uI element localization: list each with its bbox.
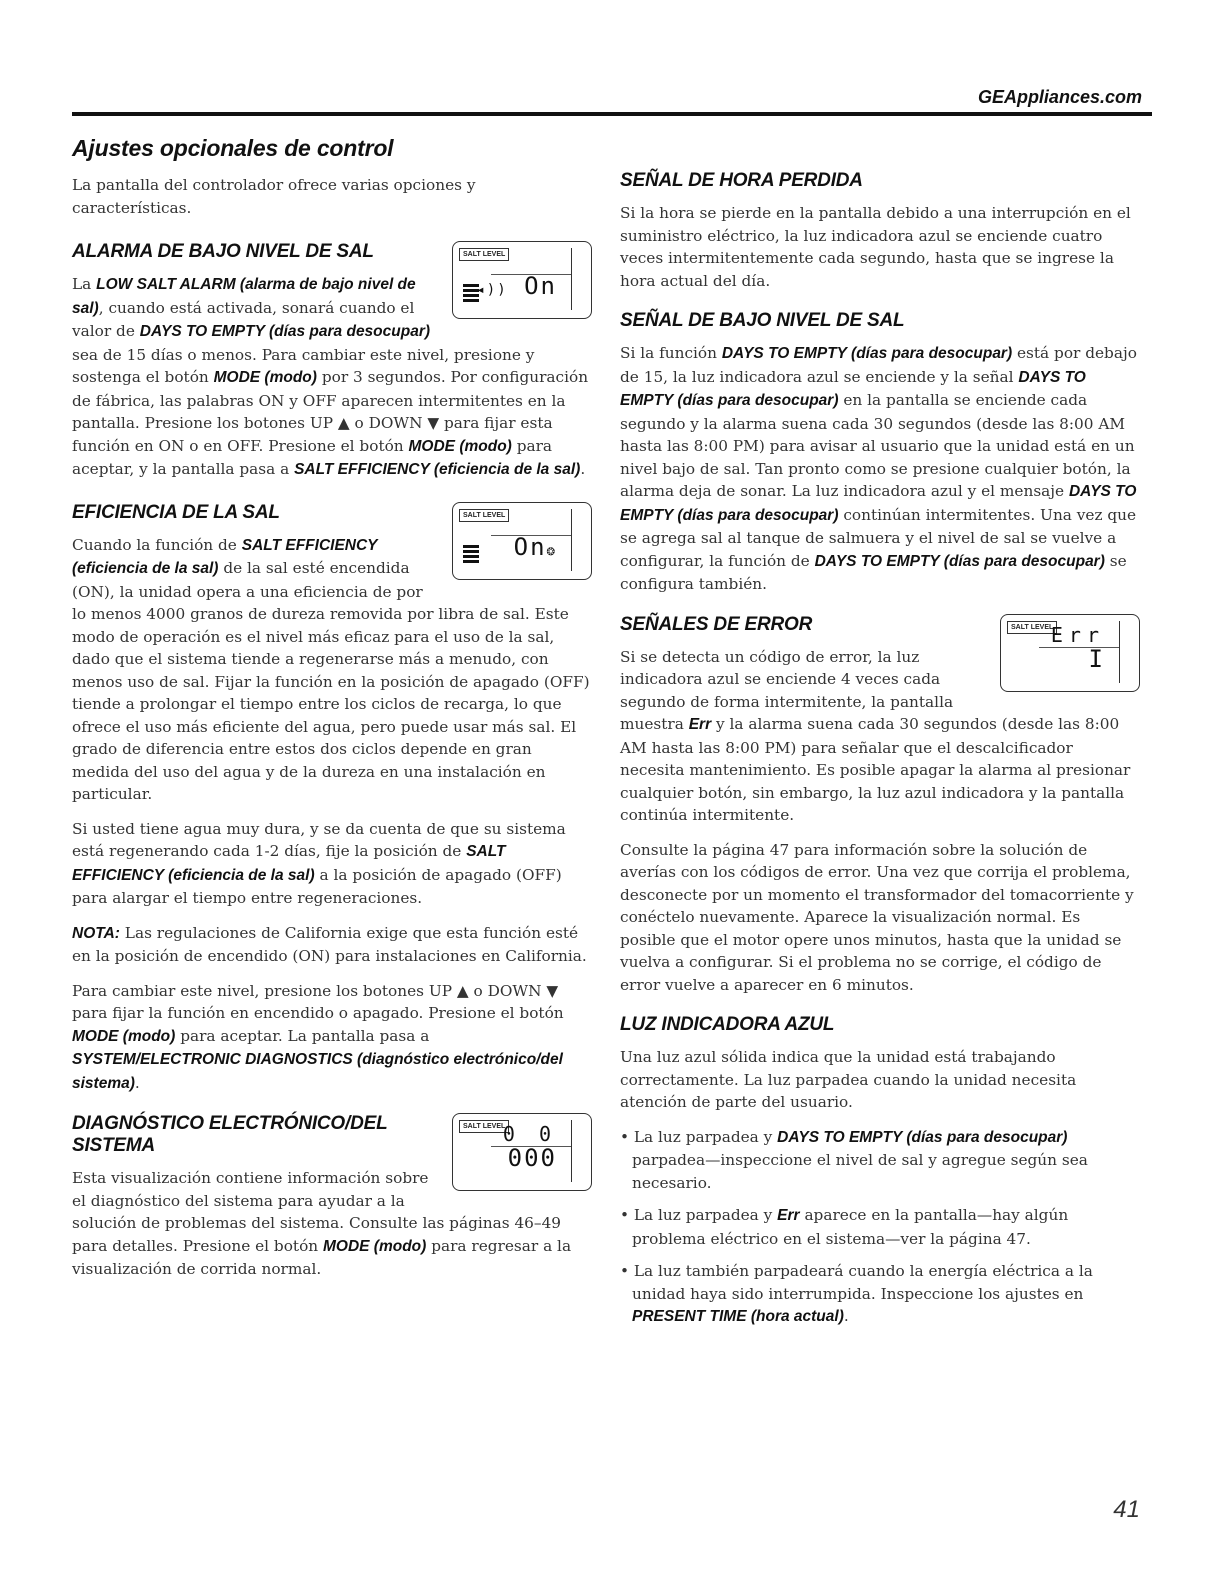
lcd-readout: On❂ bbox=[513, 532, 557, 561]
section-heading: EFICIENCIA DE LA SAL bbox=[72, 501, 280, 523]
list-item: • La luz parpadea y DAYS TO EMPTY (días para desocupar) parpadea—inspeccione el nivel de sal y agregue según sea necesario. bbox=[620, 1127, 1088, 1192]
site-url: GEAppliances.com bbox=[977, 87, 1142, 107]
lcd-display-error bbox=[1000, 614, 1140, 692]
speaker-icon: ◂)) bbox=[476, 282, 508, 298]
section-blue-light bbox=[620, 1014, 1140, 1329]
salt-level-label: SALT LEVEL bbox=[1007, 621, 1057, 634]
salt-level-label: SALT LEVEL bbox=[459, 509, 509, 522]
section-text: Esta visualización contiene información sobre el diagnóstico del sistema para ayudar a la solución de problemas del sistema. Consulte las páginas 46–49 para detalles. Presione el botón MODE (modo) para regresar a la visualización de corrida normal. bbox=[72, 1169, 572, 1278]
list-item: • La luz también parpadeará cuando la energía eléctrica a la unidad haya sido interrumpida. Inspeccione los ajustes en PRESENT TIME (hora actual). bbox=[620, 1262, 1093, 1325]
lcd-display-alarm bbox=[452, 241, 592, 319]
bullet-list bbox=[620, 1126, 1140, 1329]
intro-text: La pantalla del controlador ofrece varias opciones y características. bbox=[72, 176, 476, 217]
section-heading: ALARMA DE BAJO NIVEL DE SAL bbox=[72, 241, 374, 262]
lcd-readout: I bbox=[1088, 644, 1105, 673]
page-number: 41 bbox=[1113, 1496, 1140, 1523]
section-text: Consulte la página 47 para información sobre la solución de averías con los códigos de error. Una vez que corrija el problema, desconecte por un momento el transformador del tomacorriente y conéctelo nuevamente. Aparece la visualización normal. Es posible que el motor opere unos minutos, hasta que la unidad se vuelva a configurar. Si el problema no se corrige, el código de error vuelve a aparecer en 6 minutos. bbox=[620, 840, 1134, 994]
lcd-display-efficiency bbox=[452, 502, 592, 580]
salt-bars-icon bbox=[463, 543, 479, 563]
section-text: Si la función DAYS TO EMPTY (días para desocupar) está por debajo de 15, la luz indicadora azul se enciende y la señal DAYS TO EMPTY (días para desocupar) en la pantalla se enciende cada segundo y la alarma suena cada 30 segundos (desde las 8:00 AM hasta las 8:00 PM) para avisar al usuario que la unidad está en un nivel bajo de sal. Tan pronto como se presione cualquier botón, la alarma deja de sonar. La luz indicadora azul y el mensaje DAYS TO EMPTY (días para desocupar) continúan intermitentes. Una vez que se agrega sal al tanque de salmuera y el nivel de sal se vuelve a configurar, la función de DAYS TO EMPTY (días para desocupar) se configura también. bbox=[620, 344, 1137, 593]
section-text: Si usted tiene agua muy dura, y se da cuenta de que su sistema está regenerando cada 1-2 días, fije la posición de SALT EFFICIENCY (eficiencia de la sal) a la posición de apagado (OFF) para alargar el tiempo entre regeneraciones. bbox=[72, 819, 566, 907]
section-heading: LUZ INDICADORA AZUL bbox=[620, 1014, 835, 1035]
note-text: NOTA: Las regulaciones de California exige que esta función esté en la posición de encendido (ON) para instalaciones en California. bbox=[72, 923, 587, 965]
section-text: Cuando la función de SALT EFFICIENCY (eficiencia de la sal) de la sal esté encendida (ON), la unidad opera a una eficiencia de por lo menos 4000 granos de dureza removida por libra de sal. Este modo de operación es el nivel más eficaz para el uso de la sal, dado que el sistema tiende a regenerarse más a menudo, con menos uso de sal. Fijar la función en la posición de apagado (OFF) tiende a prolongar el tiempo entre los ciclos de recarga, lo que ofrece el uso más eficiente del agua, pero puede usar más sal. El grado de diferencia entre estos dos ciclos depende en gran medida del uso del agua y de la dureza en una instalación en particular. bbox=[72, 535, 590, 803]
lcd-readout: ◂)) On bbox=[476, 272, 557, 300]
section-heading: SEÑAL DE BAJO NIVEL DE SAL bbox=[620, 310, 905, 331]
lcd-top-readout: Err bbox=[1050, 622, 1105, 647]
list-item: • La luz parpadea y Err aparece en la pantalla—hay algún problema eléctrico en el sistema—ver la página 47. bbox=[620, 1206, 1069, 1248]
section-text: Para cambiar este nivel, presione los botones UP ▲ o DOWN ▼ para fijar la función en encendido o apagado. Presione el botón MODE (modo) para aceptar. La pantalla pasa a SYSTEM/ELECTRONIC DIAGNOSTICS (diagnóstico electrónico/del sistema). bbox=[72, 981, 564, 1092]
right-column bbox=[620, 170, 1140, 1343]
section-text: Una luz azul sólida indica que la unidad está trabajando correctamente. La luz parpadea cuando la unidad necesita atención de parte del usuario. bbox=[620, 1048, 1077, 1111]
header-rule bbox=[72, 112, 1152, 116]
section-heading: DIAGNÓSTICO ELECTRÓNICO/DEL SISTEMA bbox=[72, 1113, 388, 1156]
section-low-salt-alarm bbox=[72, 241, 592, 482]
section-text: Si la hora se pierde en la pantalla debido a una interrupción en el suministro eléctrico, la luz indicadora azul se enciende cuatro veces intermitentemente cada segundo, hasta que se ingrese la hora actual del día. bbox=[620, 204, 1131, 290]
section-heading: SEÑALES DE ERROR bbox=[620, 613, 813, 635]
section-error-signals bbox=[620, 614, 1140, 997]
section-lost-time bbox=[620, 170, 1140, 292]
lcd-display-diagnostics bbox=[452, 1113, 592, 1191]
section-diagnostics bbox=[72, 1113, 592, 1281]
lcd-readout: 000 bbox=[507, 1144, 557, 1172]
lcd-top-readout: 0 0 bbox=[502, 1122, 557, 1146]
section-text: Si se detecta un código de error, la luz indicadora azul se enciende 4 veces cada segundo de forma intermitente, la pantalla muestra Err y la alarma suena cada 30 segundos (desde las 8:00 AM hasta las 8:00 PM) para señalar que el descalcificador necesita mantenimiento. Es posible apagar la alarma al presionar cualquier botón, sin embargo, la luz azul indicadora y la pantalla continúa intermitente. bbox=[620, 647, 1131, 824]
page-title: Ajustes opcionales de control bbox=[72, 135, 394, 161]
section-low-salt-signal bbox=[620, 310, 1140, 596]
left-column bbox=[72, 135, 592, 1295]
salt-drop-icon: ❂ bbox=[546, 542, 557, 559]
section-text: La LOW SALT ALARM (alarma de bajo nivel de sal), cuando está activada, sonará cuando el valor de DAYS TO EMPTY (días para desocupar) sea de 15 días o menos. Para cambiar este nivel, presione y sostenga el botón MODE (modo) por 3 segundos. Por configuración de fábrica, las palabras ON y OFF aparecen intermitentes en la pantalla. Presione los botones UP ▲ o DOWN ▼ para fijar esta función en ON o en OFF. Presione el botón MODE (modo) para aceptar, y la pantalla pasa a SALT EFFICIENCY (eficiencia de la sal). bbox=[72, 275, 589, 478]
section-salt-efficiency bbox=[72, 502, 592, 1096]
section-heading: SEÑAL DE HORA PERDIDA bbox=[620, 170, 863, 191]
salt-level-label: SALT LEVEL bbox=[459, 1120, 509, 1133]
salt-level-label: SALT LEVEL bbox=[459, 248, 509, 261]
